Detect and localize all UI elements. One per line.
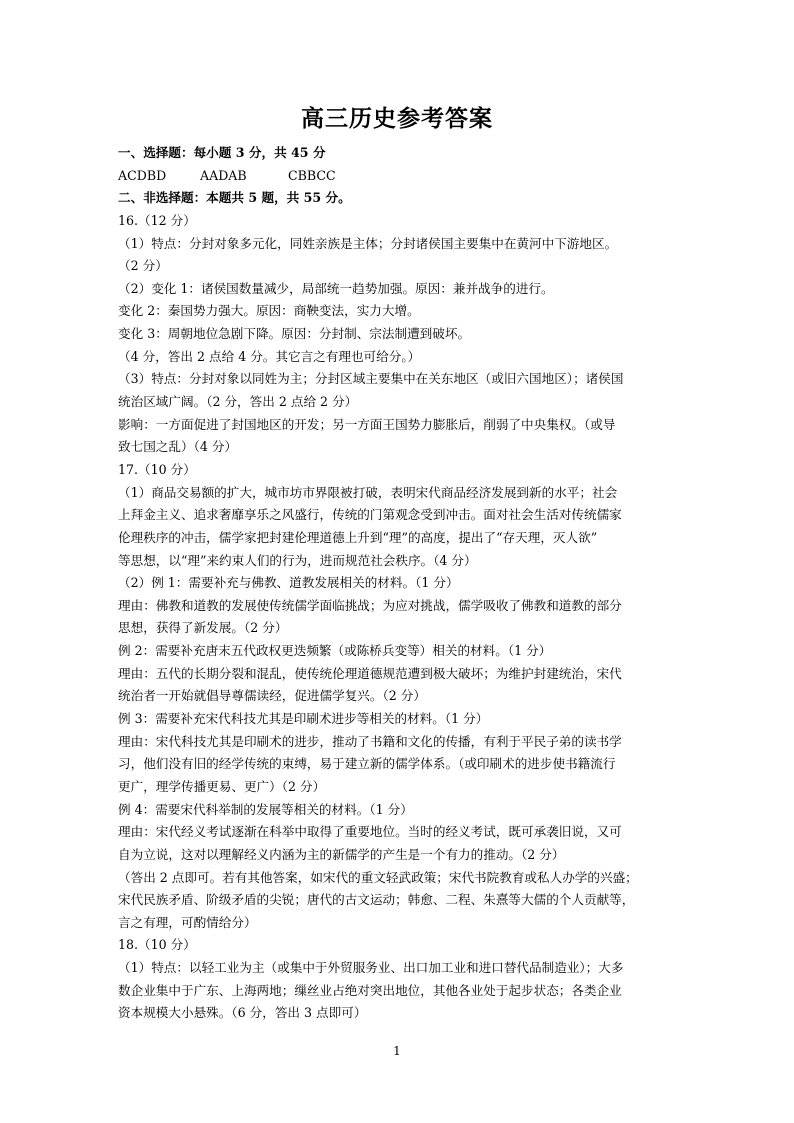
text-line: （1）商品交易额的扩大，城市坊市界限被打破，表明宋代商品经济发展到新的水平；社会 [118, 484, 618, 500]
text-line: 伦理秩序的冲击，儒学家把封建伦理道德上升到“理”的高度，提出了“存天理，灭人欲” [118, 529, 598, 545]
choice-answers-group-2: AADAB [200, 167, 247, 183]
text-line: 例 3：需要补充宋代科技尤其是印刷术进步等相关的材料。（1 分） [118, 711, 489, 727]
text-line: （2 分） [118, 258, 168, 274]
text-line: 自为立说，这对以理解经义内涵为主的新儒学的产生是一个有力的推动。（2 分） [118, 846, 565, 862]
text-line: 二、非选择题：本题共 5 题，共 55 分。 [118, 190, 351, 206]
choice-section-header: 一、选择题：每小题 3 分，共 45 分 [118, 145, 326, 160]
text-line: （1）特点：以轻工业为主（或集中于外贸服务业、出口加工业和进口替代品制造业）；大多 [118, 960, 624, 976]
text-line: 变化 2：秦国势力强大。原因：商鞅变法，实力大增。 [118, 303, 420, 319]
choice-answers-row [118, 165, 684, 188]
answer-lines [118, 210, 684, 1025]
text-line: （3）特点：分封对象以同姓为主；分封区域主要集中在关东地区（或旧六国地区）；诸侯国 [118, 371, 624, 387]
choice-answers-group-1: ACDBD [118, 167, 167, 183]
text-line: 理由：宋代经义考试逐渐在科举中取得了重要地位。当时的经义考试，既可承袭旧说，又可 [118, 824, 622, 840]
text-line: 统治者一开始就倡导尊儒读经，促进儒学复兴。（2 分） [118, 688, 426, 704]
answer-content [118, 142, 684, 1025]
text-line: 资本规模大小悬殊。（6 分，答出 3 点即可） [118, 1005, 367, 1021]
text-line: 理由：宋代科技尤其是印刷术的进步，推动了书籍和文化的传播，有利于平民子弟的读书学 [118, 733, 622, 749]
text-line: 统治区域广阔。（2 分，答出 2 点给 2 分） [118, 394, 358, 410]
text-line: 例 4：需要宋代科举制的发展等相关的材料。（1 分） [118, 801, 413, 817]
text-line: 影响：一方面促进了封国地区的开发；另一方面王国势力膨胀后，削弱了中央集权。（或导 [118, 416, 616, 432]
document-title: 高三历史参考答案 [301, 105, 493, 132]
text-line: 等思想，以“理”来约束人们的行为，进而规范社会秩序。（4 分） [118, 552, 477, 568]
text-line: （4 分，答出 2 点给 4 分。其它言之有理也可给分。） [118, 348, 421, 364]
text-line: 思想，获得了新发展。（2 分） [118, 620, 288, 636]
text-line: 宋代民族矛盾、阶级矛盾的尖锐；唐代的古文运动；韩愈、二程、朱熹等大儒的个人贡献等， [118, 892, 635, 908]
section-header-lines [118, 187, 684, 210]
text-line: （答出 2 点即可。若有其他答案，如宋代的重文轻武政策；宋代书院教育或私人办学的兴盛； [118, 869, 638, 885]
page-number: 1 [393, 1044, 401, 1058]
text-line: 致七国之乱）（4 分） [118, 439, 238, 455]
text-line: 17.（10 分） [118, 461, 196, 477]
text-line: 言之有理，可酌情给分） [118, 914, 257, 930]
choice-answers-group-3: CBBCC [288, 167, 336, 183]
text-line: （2）例 1：需要补充与佛教、道教发展相关的材料。（1 分） [118, 575, 459, 591]
text-line: 习，他们没有旧的经学传统的束缚，易于建立新的儒学体系。（或印刷术的进步使书籍流行 [118, 756, 616, 772]
text-line: 数企业集中于广东、上海两地；缫丝业占绝对突出地位，其他各业处于起步状态；各类企业 [118, 982, 622, 998]
text-line: 16.（12 分） [118, 212, 196, 228]
text-line: （2）变化 1：诸侯国数量减少，局部统一趋势加强。原因：兼并战争的进行。 [118, 280, 554, 296]
text-line: 上拜金主义、追求奢靡享乐之风盛行，传统的门第观念受到冲击。面对社会生活对传统儒家 [118, 507, 622, 523]
text-line: 理由：佛教和道教的发展使传统儒学面临挑战；为应对挑战，儒学吸收了佛教和道教的部分 [118, 597, 622, 613]
text-line: 18.（10 分） [118, 937, 196, 953]
text-line: （1）特点：分封对象多元化，同姓亲族是主体；分封诸侯国主要集中在黄河中下游地区。 [118, 235, 618, 251]
text-line: 更广，理学传播更易、更广）（2 分） [118, 778, 326, 794]
text-line: 理由：五代的长期分裂和混乱，使传统伦理道德规范遭到极大破坏；为维护封建统治，宋代 [118, 665, 622, 681]
text-line: 变化 3：周朝地位急剧下降。原因：分封制、宗法制遭到破坏。 [118, 326, 471, 342]
text-line: 例 2：需要补充唐末五代政权更迭频繁（或陈桥兵变等）相关的材料。（1 分） [118, 643, 552, 659]
